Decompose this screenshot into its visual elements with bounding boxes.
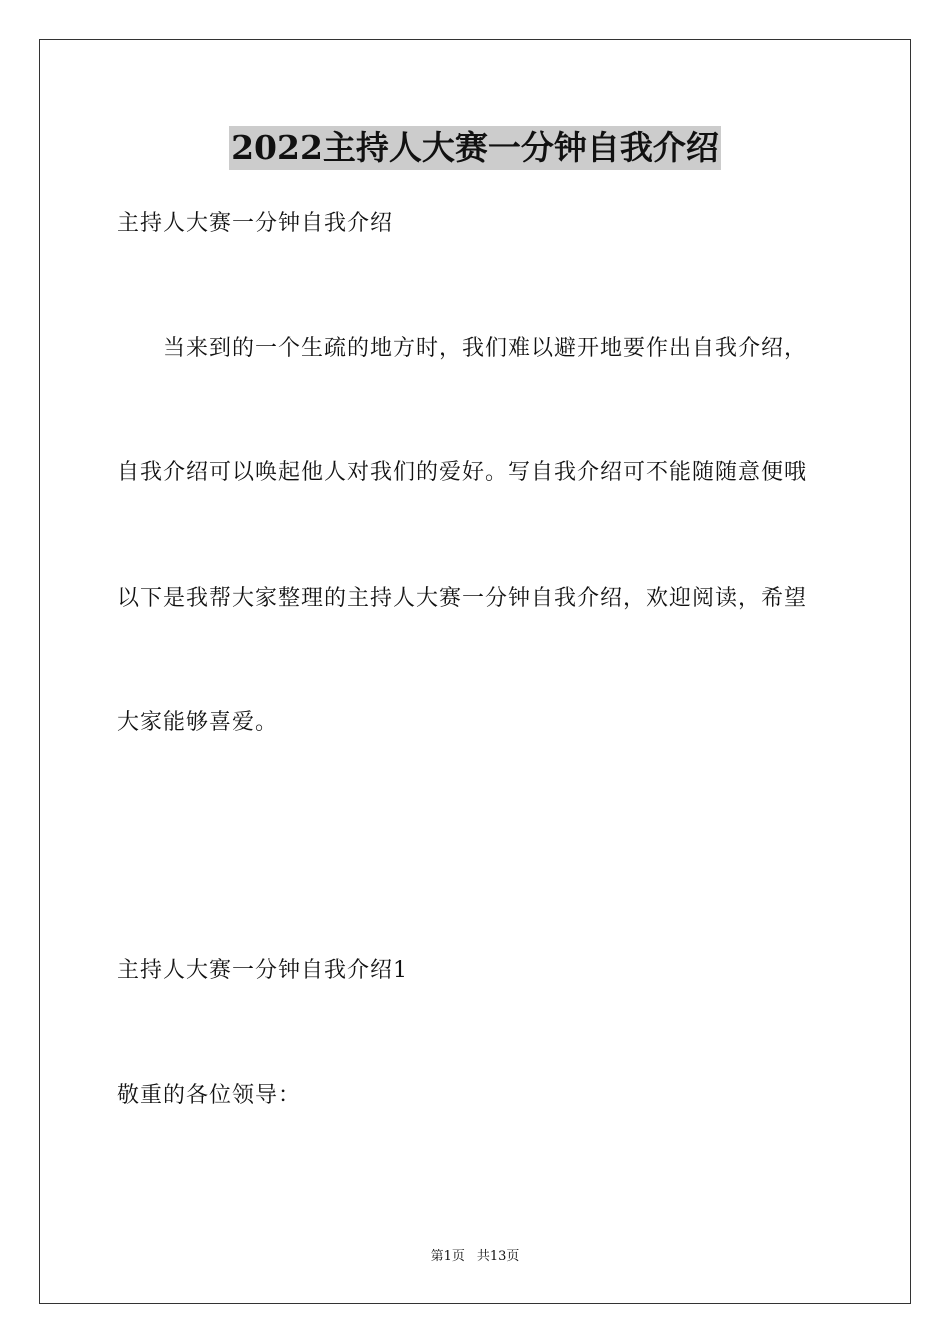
page-total: 共13页 — [476, 1249, 520, 1264]
page-number: 第1页 — [430, 1249, 465, 1264]
salutation-line: 敬重的各位领导： — [117, 1083, 302, 1108]
title-container — [0, 126, 950, 170]
paragraph-line-3: 以下是我帮大家整理的主持人大赛一分钟自我介绍，欢迎阅读，希望 — [117, 586, 808, 611]
paragraph-line-1: 当来到的一个生疏的地方时，我们难以避开地要作出自我介绍， — [163, 336, 808, 361]
document-title: 2022主持人大赛一分钟自我介绍 — [229, 126, 721, 170]
paragraph-line-2: 自我介绍可以唤起他人对我们的爱好。写自我介绍可不能随随意便哦 — [117, 460, 808, 485]
subtitle-line: 主持人大赛一分钟自我介绍 — [117, 211, 394, 236]
paragraph-line-4: 大家能够喜爱。 — [117, 710, 279, 735]
page-footer — [0, 1248, 950, 1266]
section-heading: 主持人大赛一分钟自我介绍1 — [117, 958, 408, 983]
